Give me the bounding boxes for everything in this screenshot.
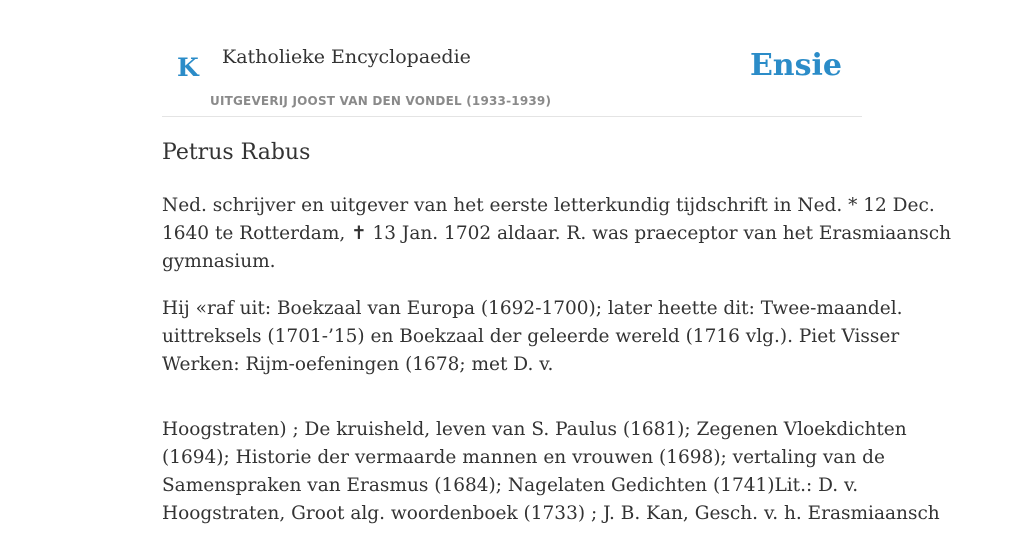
text-line: 1640 te Rotterdam, ✝ 13 Jan. 1702 aldaar. R. was praeceptor van het Erasmiaansch bbox=[162, 223, 952, 244]
ensie-logo[interactable]: Ensie bbox=[749, 48, 842, 83]
article-paragraph bbox=[162, 416, 940, 528]
text-line: Hoogstraten, Groot alg. woordenboek (1733) ; J. B. Kan, Gesch. v. h. Erasmiaansch bbox=[162, 503, 940, 524]
text-line: Ned. schrijver en uitgever van het eerste letterkundig tijdschrift in Ned. * 12 Dec. bbox=[162, 195, 935, 216]
site-title[interactable]: Katholieke Encyclopaedie bbox=[222, 46, 471, 68]
article-body bbox=[162, 192, 952, 547]
text-line: Werken: Rijm-oefeningen (1678; met D. v. bbox=[162, 354, 554, 375]
article-paragraph bbox=[162, 192, 952, 276]
text-line: Hoogstraten) ; De kruisheld, leven van S. Paulus (1681); Zegenen Vloekdichten bbox=[162, 419, 907, 440]
site-header bbox=[162, 0, 862, 117]
text-line: gymnasium. bbox=[162, 251, 276, 272]
logo-k-icon[interactable]: K bbox=[177, 53, 199, 82]
article-title: Petrus Rabus bbox=[162, 140, 311, 165]
text-line: Samenspraken van Erasmus (1684); Nagelaten Gedichten (1741)Lit.: D. v. bbox=[162, 475, 859, 496]
text-line: Hij «raf uit: Boekzaal van Europa (1692-1700); later heette dit: Twee-maandel. bbox=[162, 298, 903, 319]
text-line: uittreksels (1701-’15) en Boekzaal der geleerde wereld (1716 vlg.). Piet Visser bbox=[162, 326, 900, 347]
article-paragraph bbox=[162, 295, 903, 379]
publisher-subtitle: UITGEVERIJ JOOST VAN DEN VONDEL (1933-1939) bbox=[210, 94, 552, 108]
text-line: (1694); Historie der vermaarde mannen en vrouwen (1698); vertaling van de bbox=[162, 447, 885, 468]
